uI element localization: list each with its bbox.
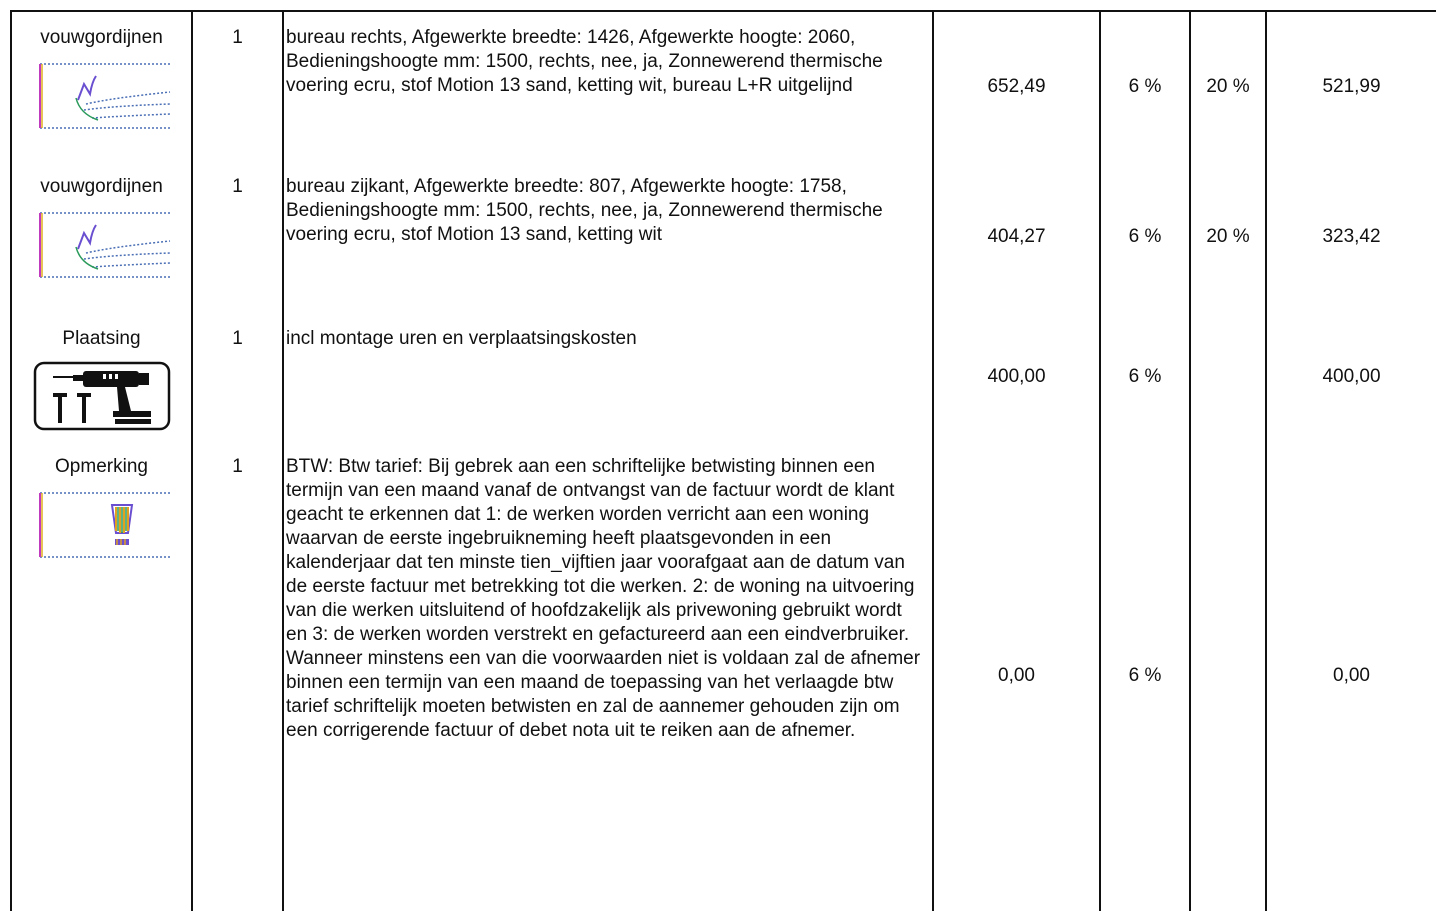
- article-cell: [11, 313, 192, 441]
- quantity-cell: [192, 313, 283, 441]
- unit-price: 0,00: [933, 441, 1100, 911]
- description-text: bureau zijkant, Afgewerkte breedte: 807, Afgewerkte hoogte: 1758, Bedieningshoogte mm: 1500, rechts, nee, ja, Zonnewerend thermische voering ecru, stof Motion 13 sand, ketting wit: [286, 176, 883, 245]
- table-row: [11, 161, 1436, 313]
- folding-curtain-icon: [32, 207, 172, 279]
- unit-price: 652,49: [933, 11, 1100, 161]
- quantity-cell: [192, 11, 283, 161]
- article-cell: [11, 441, 192, 911]
- quantity-value: 1: [232, 176, 243, 197]
- article-name: Opmerking: [55, 456, 148, 477]
- remark-icon: [32, 487, 172, 559]
- description-cell: [283, 11, 933, 161]
- discount-rate: 20 %: [1190, 161, 1266, 313]
- article-name: Plaatsing: [62, 328, 141, 349]
- quantity-value: 1: [232, 27, 243, 48]
- discount-rate: 20 %: [1190, 11, 1266, 161]
- line-total: 521,99: [1266, 11, 1436, 161]
- line-total: 0,00: [1266, 441, 1436, 911]
- vat-rate: 6 %: [1100, 441, 1190, 911]
- description-text: BTW: Btw tarief: Bij gebrek aan een schriftelijke betwisting binnen een termijn van een maand vanaf de ontvangst van de factuur wordt de klant geacht te erkennen dat 1: de werken worden verricht aan een woning waarvan de eerste ingebruikneming heeft plaatsgevonden in een kalenderjaar dat ten minste tien_vijftien jaar voorafgaat aan de datum van de eerste factuur met betrekking tot die werken. 2: de woning na uitvoering van die werken uitsluitend of hoofdzakelijk als privewoning gebruikt wordt en 3: de werken worden verstrekt en gefactureerd aan een eindverbruiker. Wanneer minstens een van die voorwaarden niet is voldaan zal de afnemer binnen een termijn van een maand de toepassing van het verlaagde btw tarief schriftelijk moeten betwisten en zal de aannemer gehouden zijn om een corrigerende factuur of debet nota uit te reiken aan de afnemer.: [286, 456, 921, 741]
- discount-rate: [1190, 313, 1266, 441]
- line-total: 323,42: [1266, 161, 1436, 313]
- description-text: incl montage uren en verplaatsingskosten: [286, 328, 637, 349]
- quantity-value: 1: [232, 456, 243, 477]
- invoice-line-table: [10, 10, 1436, 911]
- drill-installation-icon: [33, 361, 171, 431]
- vat-rate: 6 %: [1100, 313, 1190, 441]
- unit-price: 400,00: [933, 313, 1100, 441]
- article-name: vouwgordijnen: [40, 176, 163, 197]
- table-row: [11, 441, 1436, 911]
- description-cell: [283, 313, 933, 441]
- article-cell: [11, 161, 192, 313]
- quantity-value: 1: [232, 328, 243, 349]
- vat-rate: 6 %: [1100, 161, 1190, 313]
- unit-price: 404,27: [933, 161, 1100, 313]
- folding-curtain-icon: [32, 58, 172, 130]
- vat-rate: 6 %: [1100, 11, 1190, 161]
- quantity-cell: [192, 161, 283, 313]
- article-name: vouwgordijnen: [40, 27, 163, 48]
- description-cell: [283, 441, 933, 911]
- discount-rate: [1190, 441, 1266, 911]
- article-cell: [11, 11, 192, 161]
- table-row: [11, 313, 1436, 441]
- description-text: bureau rechts, Afgewerkte breedte: 1426, Afgewerkte hoogte: 2060, Bedieningshoogte mm: 1500, rechts, nee, ja, Zonnewerend thermische voering ecru, stof Motion 13 sand, ketting wit, bureau L+R uitgelijnd: [286, 27, 883, 96]
- line-total: 400,00: [1266, 313, 1436, 441]
- description-cell: [283, 161, 933, 313]
- table-row: [11, 11, 1436, 161]
- quantity-cell: [192, 441, 283, 911]
